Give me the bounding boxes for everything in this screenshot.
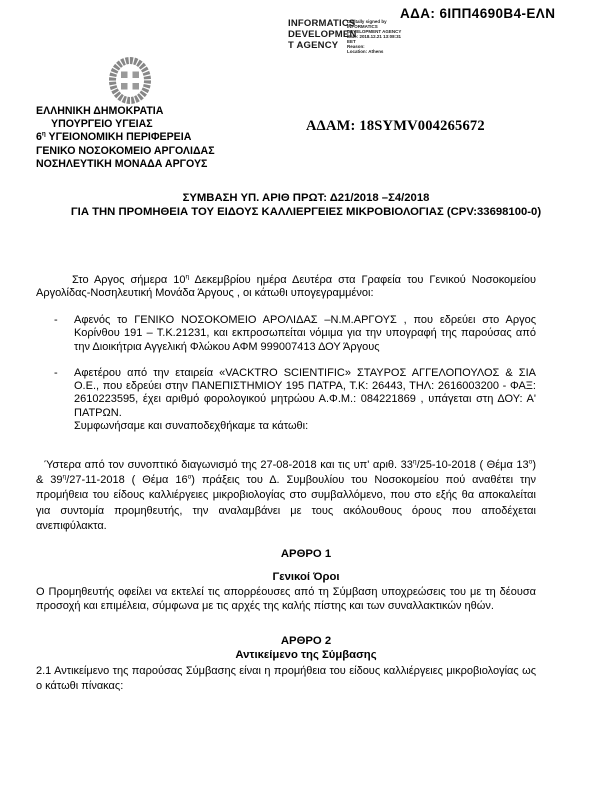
party-text: Αφενός το ΓΕΝΙΚΟ ΝΟΣΟΚΟΜΕΙΟ ΑΡΟΛΙΔΑΣ –Ν.Μ.ΑΡΓΟΥΣ , που εδρεύει στο Αργος Κορίνθου 191 – Τ.Κ.21231, και εκπροσωπείται νόμιμα για την υπογραφή της παρούσας από την Διοικήτρια Αγγελική Φλώκου ΑΦΜ 999007413 ΔΟΥ Άργους — [74, 314, 536, 353]
header-line-hospital: ΓΕΝΙΚΟ ΝΟΣΟΚΟΜΕΙΟ ΑΡΓΟΛΙΔΑΣ — [36, 144, 215, 157]
contract-title-line1: ΣΥΜΒΑΣΗ ΥΠ. ΑΡΙΘ ΠΡΩΤ: Δ21/2018 –Σ4/2018 — [182, 192, 430, 204]
dash-marker: - — [54, 314, 58, 326]
contract-title-line2: ΓΙΑ ΤΗΝ ΠΡΟΜΗΘΕΙΑ ΤΟΥ ΕΙΔΟΥΣ ΚΑΛΛΙΕΡΓΕΙΕΣ ΜΙΚΡΟΒΙΟΛΟΓΙΑΣ (CPV:33698100-0) — [70, 205, 542, 218]
signature-detail-line: EET — [347, 39, 356, 45]
signature-detail-line: Location: Athens — [347, 49, 384, 55]
header-line-ministry: ΥΠΟΥΡΓΕΙΟ ΥΓΕΙΑΣ — [51, 118, 153, 131]
article-2-text: 2.1 Αντικείμενο της παρούσας Σύμβασης είναι η προμήθεια του είδους καλλιέργειες μικροβιολογίας ως ο κάτωθι πίνακας: — [36, 665, 536, 692]
stamp-agency-line: DEVELOPMEN — [288, 29, 357, 40]
header-line-health-region: $6^\eta$ ΥΓΕΙΟΝΟΜΙΚΗ ΠΕΡΙΦΕΡΕΙΑ — [36, 130, 192, 144]
signature-detail-line: DEVELOPMENT AGENCY — [347, 29, 402, 35]
party-text: Αφετέρου από την εταιρεία «VACKTRO SCIENTIFIC» ΣΤΑΥΡΟΣ ΑΓΓΕΛΟΠΟΥΛΟΣ & ΣΙΑ Ο.Ε., που εδρεύει στην ΠΑΝΕΠΙΣΤΗΜΙΟΥ 195 ΠΑΤΡΑ, Τ.Κ: 26443, ΤΗΛ: 2616003200 - ΦΑΞ: 2610223595, έχει αριθμό φορολογικού μητρώου Α.Φ.Μ.: 084221869 , υπάγεται στη ΔΟΥ: Α' ΠΑΤΡΩΝ. — [74, 366, 536, 419]
signature-detail-line: INFORMATICS — [347, 24, 378, 30]
article-1-text: Ο Προμηθευτής οφείλει να εκτελεί τις απορρέουσες από τη Σύμβαση υποχρεώσεις του με τη δέουσα προσοχή και επιμέλεια, σύμφωνα με τις αρχές της καλής πίστης και των συναλλακτικών ηθών. — [36, 586, 536, 613]
adam-code: ΑΔΑΜ: 18SYMV004265672 — [306, 118, 485, 134]
award-paragraph: Ύστερα από τον συνοπτικό διαγωνισμό της 27-08-2018 και τις υπ' αριθ. $33^\eta/25-10-2018$ ( Θέμα $13^o$) & $39^\eta/27-11-2018$ ( Θέμα $16^o$) πράξεις του Δ. Συμβουλίου του Νοσοκομείου πού αναθέτει την προμήθεια του είδους καλλιέργειες μικροβιολογίας στο συμβαλλόμενο, που στο εξής θα αποκαλείται για συντομία προμηθευτής, την αναλαμβάνει με τους ακόλουθους όρους που αποδέχεται ανεπιφύλακτα. — [36, 458, 536, 532]
article-1-heading: ΑΡΘΡΟ 1 — [280, 548, 332, 560]
signature-details — [347, 19, 406, 54]
contracting-parties-list — [36, 314, 536, 433]
signature-detail-line: Reason: — [347, 44, 365, 50]
article-1-subheading: Γενικοί Όροι — [272, 571, 340, 583]
signature-detail-line: Digitally signed by — [347, 19, 387, 25]
ada-code: ΑΔΑ: 6ΙΠΠ4690Β4-ΕΛΝ — [400, 6, 556, 21]
party-item-hospital — [36, 314, 536, 354]
stamp-agency-line: T AGENCY — [288, 40, 339, 51]
contract-title — [0, 192, 612, 219]
article-2-heading: ΑΡΘΡΟ 2 — [280, 635, 332, 647]
agreement-line: Συμφωνήσαμε και συναποδεχθήκαμε τα κάτωθι: — [74, 420, 309, 433]
dash-marker: - — [54, 366, 58, 379]
signature-detail-line: Date: 2018.12.21 13:08:31 — [347, 34, 402, 40]
header-line-republic: ΕΛΛΗΝΙΚΗ ΔΗΜΟΚΡΑΤΙΑ — [36, 105, 164, 117]
party-item-supplier — [36, 367, 536, 420]
stamp-agency-line: INFORMATICS — [288, 18, 356, 29]
article-2-subheading: Αντικείμενο της Σύμβασης — [235, 649, 377, 661]
greek-emblem-icon — [109, 57, 151, 104]
intro-paragraph: Στο Αργος σήμερα $10^\eta$ Δεκεμβρίου ημέρα Δευτέρα στα Γραφεία του Γενικού Νοσοκομείου Αργολίδας-Νοσηλευτική Μονάδα Άργους , οι κάτωθι υπογεγραμμένοι: — [36, 273, 536, 300]
header-line-nursing-unit: ΝΟΣΗΛΕΥΤΙΚΗ ΜΟΝΑΔΑ ΑΡΓΟΥΣ — [36, 157, 208, 170]
ministry-header — [36, 105, 215, 171]
